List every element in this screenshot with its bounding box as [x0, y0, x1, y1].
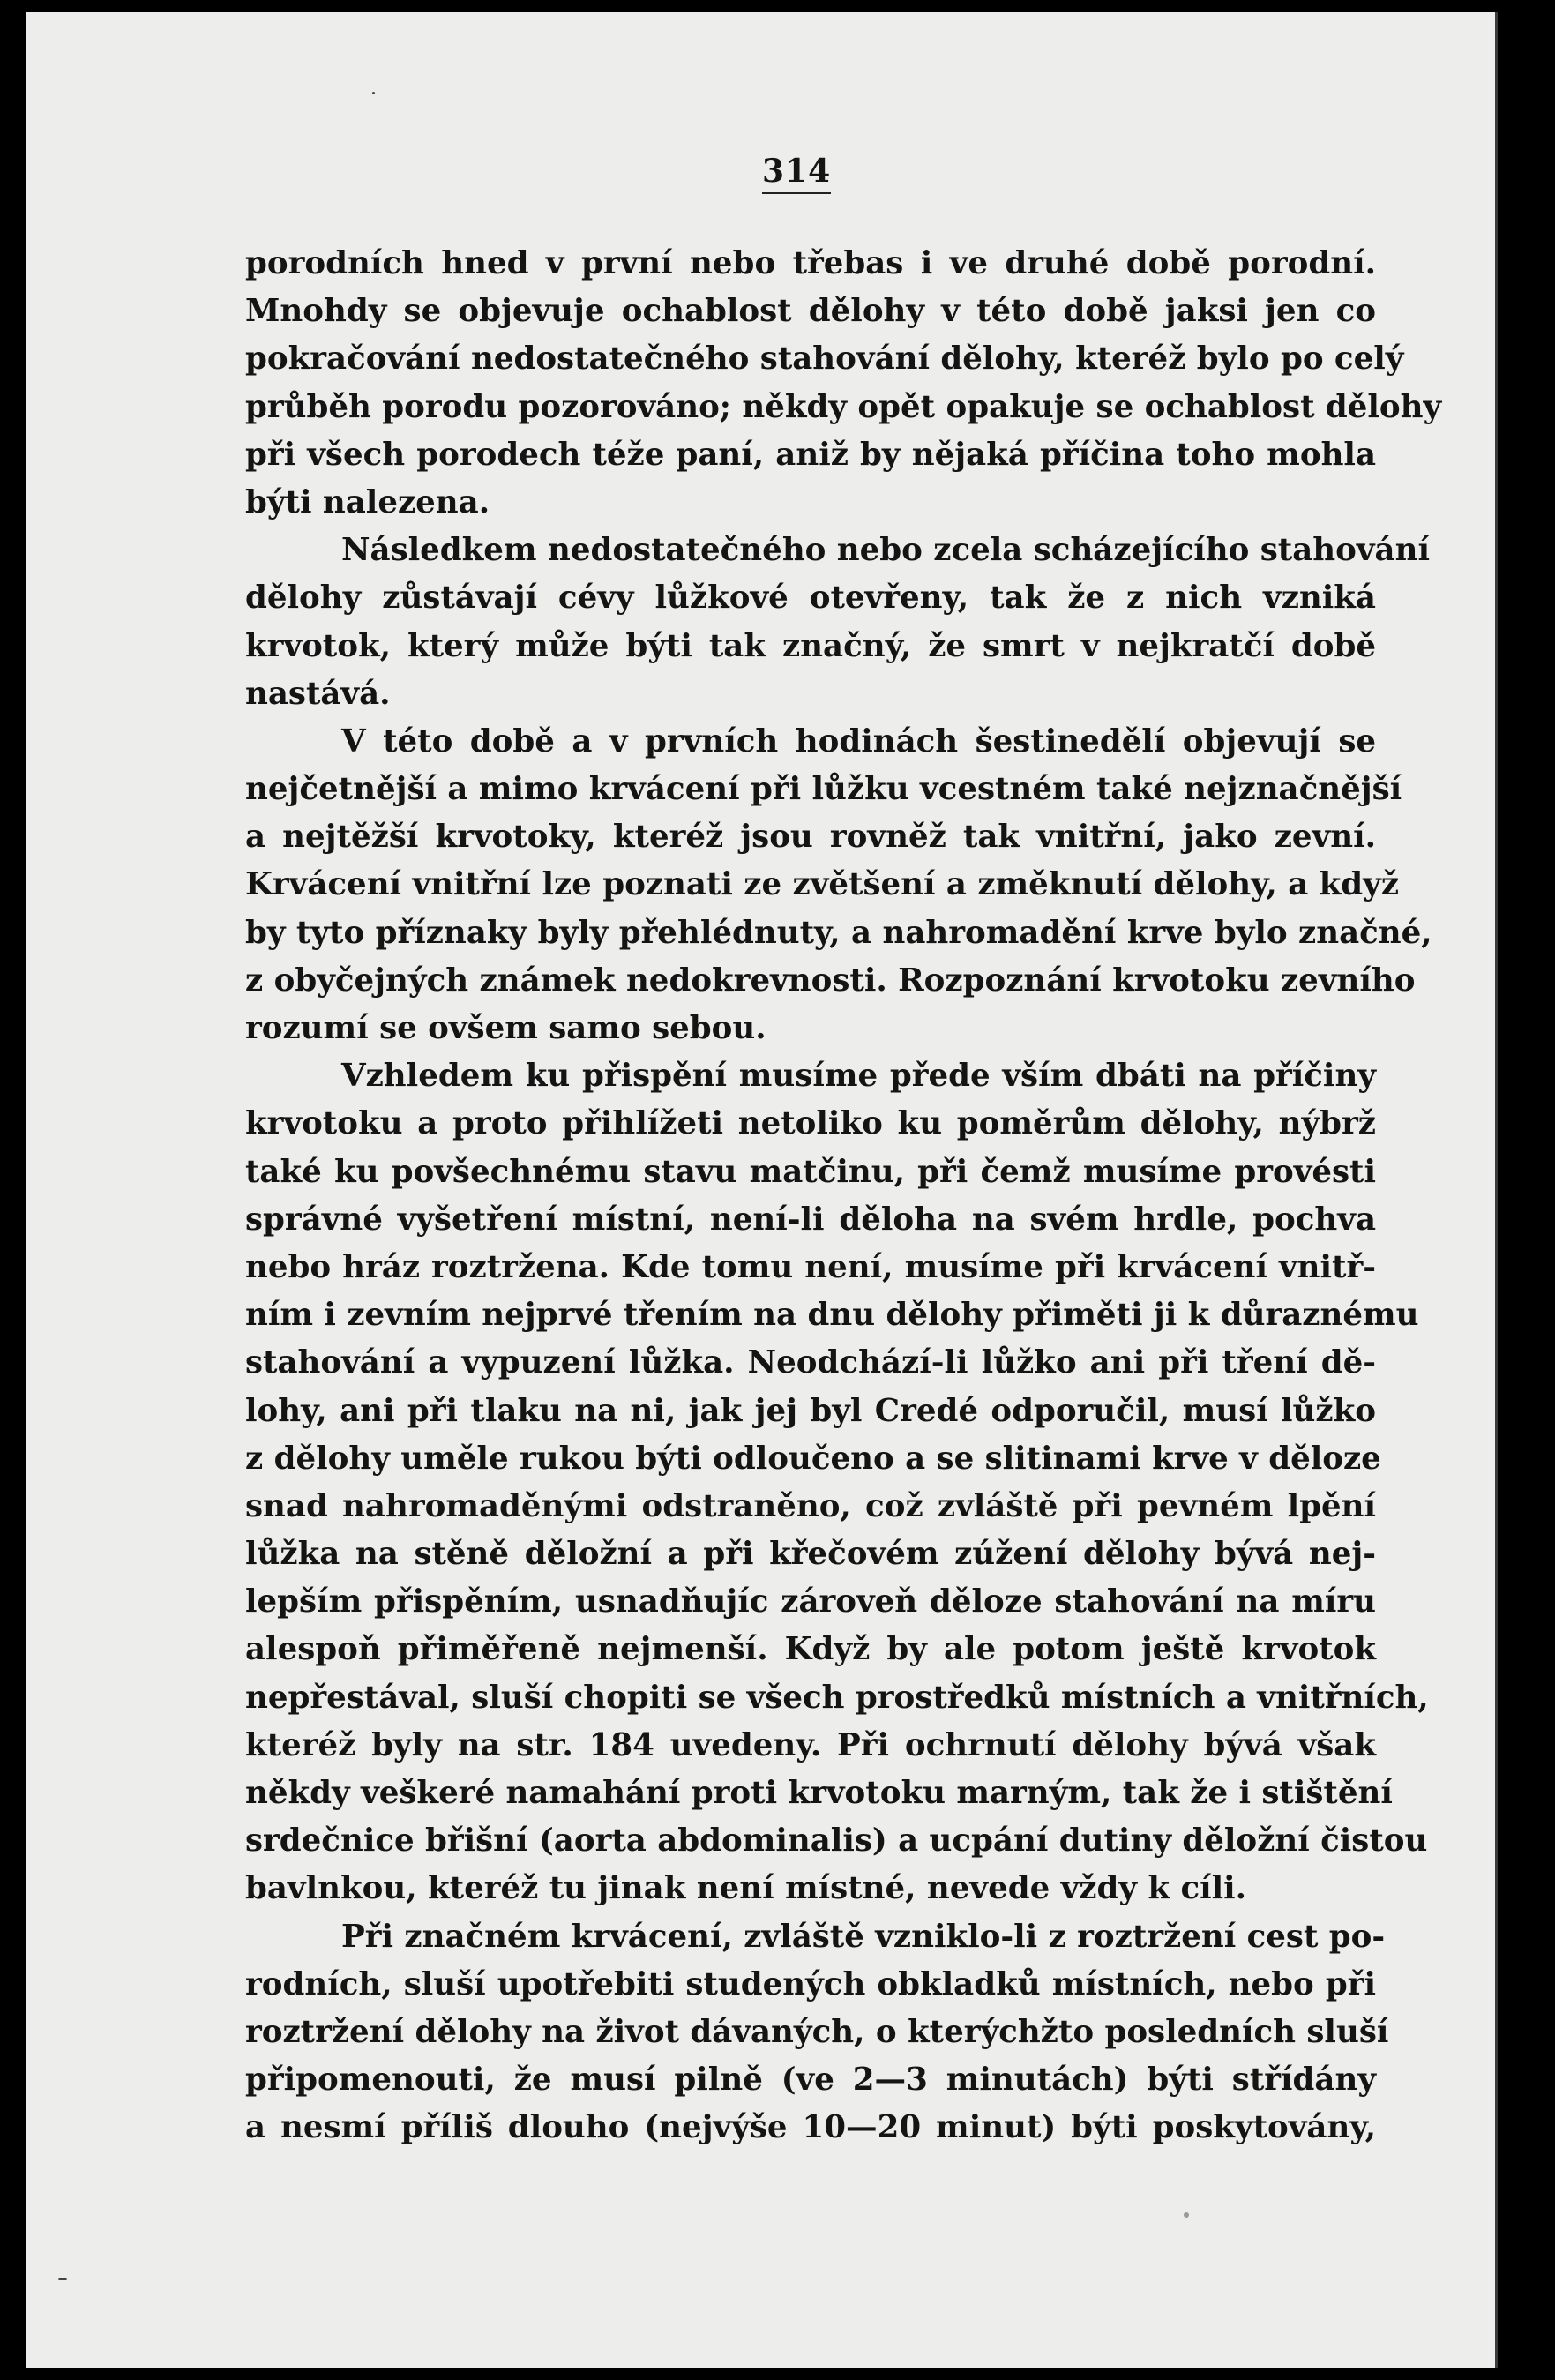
text-line: kteréž byly na str. 184 uvedeny. Při ochrnutí dělohy bývá však: [245, 1726, 1376, 1763]
text-line: V této době a v prvních hodinách šestinedělí objevují se: [341, 722, 1376, 760]
text-line: býti nalezena.: [245, 483, 490, 520]
text-line: průběh porodu pozorováno; někdy opět opakuje se ochablost dělohy: [245, 388, 1442, 425]
text-line: a nejtěžší krvotoky, kteréž jsou rovněž tak vnitřní, jako zevní.: [245, 819, 1376, 856]
text-line: ním i zevním nejprvé třením na dnu dělohy přiměti ji k důraznému: [245, 1297, 1419, 1334]
text-line: snad nahromaděnými odstraněno, což zvláště při pevném lpění: [245, 1487, 1376, 1524]
text-line: Mnohdy se objevuje ochablost dělohy v této době jaksi jen co: [245, 293, 1376, 330]
text-line: bavlnkou, kteréž tu jinak není místné, nevede vždy k cíli.: [245, 1870, 1247, 1907]
text-line: Při značném krvácení, zvláště vzniklo-li z roztržení cest po-: [341, 1918, 1386, 1955]
text-line: nastává.: [245, 675, 391, 712]
dust-speck: [372, 92, 375, 94]
text-line: správné vyšetření místní, není-li děloha na svém hrdle, pochva: [245, 1201, 1376, 1238]
text-line: dělohy zůstávají cévy lůžkové otevřeny, tak že z nich vzniká: [245, 580, 1376, 617]
text-line: krvotoku a proto přihlížeti netoliko ku poměrům dělohy, nýbrž: [245, 1105, 1376, 1142]
text-line: nejčetnější a mimo krvácení při lůžku vcestném také nejznačnější: [245, 771, 1402, 808]
text-line: alespoň přiměřeně nejmenší. Když by ale potom ještě krvotok: [245, 1631, 1376, 1668]
text-line: lepším přispěním, usnadňujíc zároveň děloze stahování na míru: [245, 1583, 1376, 1620]
text-line: Následkem nedostatečného nebo zcela scházejícího stahování: [341, 532, 1430, 569]
text-line: někdy veškeré namahání proti krvotoku marným, tak že i stištění: [245, 1775, 1393, 1811]
text-line: pokračování nedostatečného stahování dělohy, kteréž bylo po celý: [245, 341, 1404, 378]
text-line: rodních, sluší upotřebiti studených obkladků místních, nebo při: [245, 1965, 1376, 2002]
text-line: připomenouti, že musí pilně (ve 2—3 minutách) býti střídány: [245, 2062, 1376, 2099]
text-line: lohy, ani při tlaku na ni, jak jej byl Credé odporučil, musí lůžko: [245, 1392, 1376, 1429]
text-line: krvotok, který může býti tak značný, že smrt v nejkratčí době: [245, 627, 1376, 664]
text-line: při všech porodech téže paní, aniž by nějaká příčina toho mohla: [245, 436, 1376, 473]
text-line: Krvácení vnitřní lze poznati ze zvětšení a změknutí dělohy, a když: [245, 866, 1400, 903]
text-line: také ku povšechnému stavu matčinu, při čemž musíme provésti: [245, 1153, 1376, 1190]
page-number: 314: [762, 152, 831, 194]
body-text: [245, 240, 1442, 2152]
text-line: a nesmí příliš dlouho (nejvýše 10—20 minut) býti poskytovány,: [245, 2109, 1376, 2146]
text-line: stahování a vypuzení lůžka. Neodchází-li lůžko ani při tření dě-: [245, 1344, 1376, 1381]
text-line: lůžka na stěně děložní a při křečovém zúžení dělohy bývá nej-: [245, 1536, 1376, 1573]
text-line: nepřestával, sluší chopiti se všech prostředků místních a vnitřních,: [245, 1679, 1429, 1716]
dust-speck: [58, 2278, 67, 2280]
text-line: z dělohy uměle rukou býti odloučeno a se slitinami krve v děloze: [245, 1440, 1381, 1477]
text-line: z obyčejných známek nedokrevnosti. Rozpoznání krvotoku zevního: [245, 962, 1416, 999]
text-line: porodních hned v první nebo třebas i ve druhé době porodní.: [245, 245, 1376, 281]
text-line: rozumí se ovšem samo sebou.: [245, 1010, 766, 1046]
text-line: nebo hráz roztržena. Kde tomu není, musíme při krvácení vnitř-: [245, 1248, 1376, 1285]
text-line: by tyto příznaky byly přehlédnuty, a nahromadění krve bylo značné,: [245, 914, 1432, 951]
text-line: Vzhledem ku přispění musíme přede vším dbáti na příčiny: [341, 1058, 1376, 1095]
page-edge-shadow: [1495, 12, 1498, 2368]
text-line: roztržení dělohy na život dávaných, o kterýchžto posledních sluší: [245, 2013, 1389, 2050]
dust-speck: [1184, 2212, 1189, 2218]
text-line: srdečnice břišní (aorta abdominalis) a ucpání dutiny děložní čistou: [245, 1822, 1428, 1860]
